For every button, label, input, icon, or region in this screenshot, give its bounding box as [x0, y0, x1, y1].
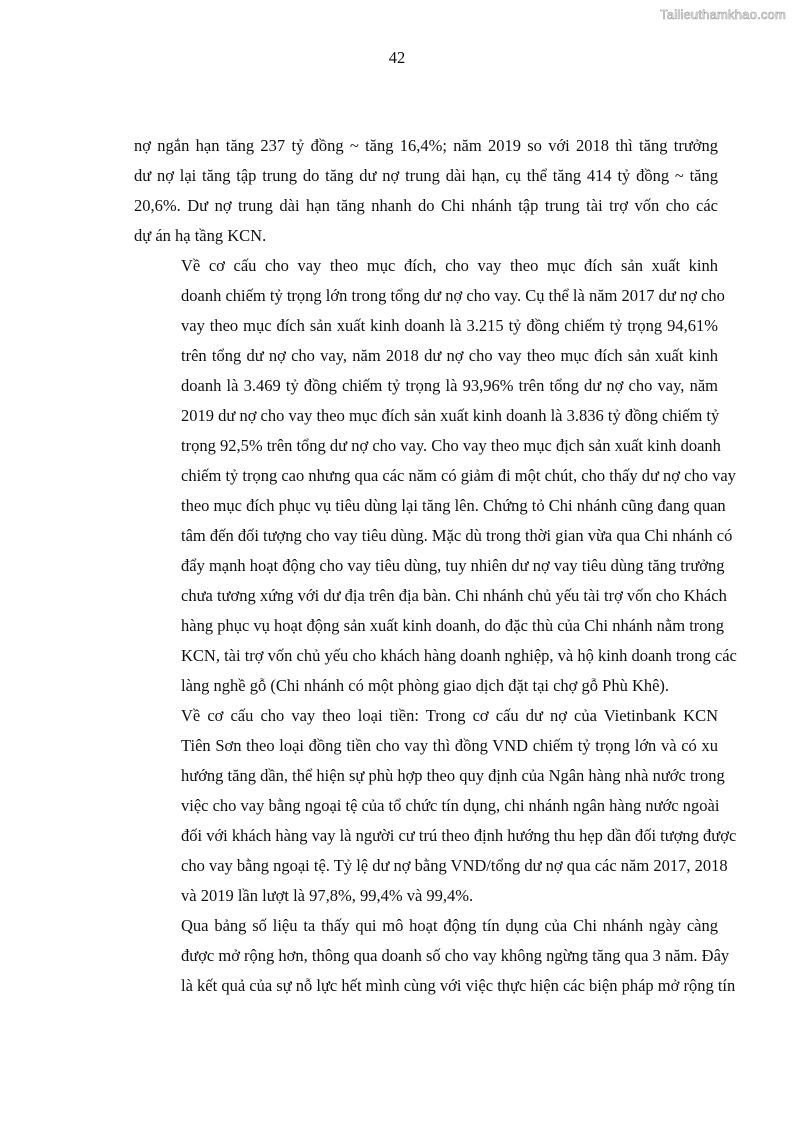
- text-line: chiếm tỷ trọng cao nhưng qua các năm có giảm đi một chút, cho thấy dư nợ cho vay: [181, 466, 736, 485]
- document-body: [134, 131, 737, 1001]
- text-line: Qua bảng số liệu ta thấy qui mô hoạt động tín dụng của Chi nhánh ngày càng: [181, 916, 718, 935]
- text-line: được mở rộng hơn, thông qua doanh số cho vay không ngừng tăng qua 3 năm. Đây: [181, 946, 730, 965]
- text-line: theo mục đích phục vụ tiêu dùng lại tăng lên. Chứng tỏ Chi nhánh cũng đang quan: [181, 496, 726, 515]
- paragraph: [134, 701, 737, 911]
- text-line: Về cơ cấu cho vay theo loại tiền: Trong cơ cấu dư nợ của Vietinbank KCN: [181, 706, 718, 725]
- text-line: doanh là 3.469 tỷ đồng chiếm tỷ trọng là 93,96% trên tổng dư nợ cho vay, năm: [181, 376, 718, 395]
- text-line: làng nghề gỗ (Chi nhánh có một phòng giao dịch đặt tại chợ gỗ Phù Khê).: [181, 676, 670, 695]
- text-line: KCN, tài trợ vốn chủ yếu cho khách hàng doanh nghiệp, và hộ kinh doanh trong các: [181, 646, 737, 665]
- text-line: 2019 dư nợ cho vay theo mục đích sản xuất kinh doanh là 3.836 tỷ đồng chiếm tỷ: [181, 406, 720, 425]
- text-line: việc cho vay bằng ngoại tệ của tổ chức tín dụng, chi nhánh ngân hàng nước ngoài: [181, 796, 720, 815]
- text-line: 20,6%. Dư nợ trung dài hạn tăng nhanh do Chi nhánh tập trung tài trợ vốn cho các: [134, 196, 718, 215]
- text-line: doanh chiếm tỷ trọng lớn trong tổng dư nợ cho vay. Cụ thể là năm 2017 dư nợ cho: [181, 286, 725, 305]
- text-line: hàng phục vụ hoạt động sản xuất kinh doanh, do đặc thù của Chi nhánh nằm trong: [181, 616, 725, 635]
- text-line: hướng tăng dần, thể hiện sự phù hợp theo quy định của Ngân hàng nhà nước trong: [181, 766, 725, 785]
- text-line: Về cơ cấu cho vay theo mục đích, cho vay theo mục đích sản xuất kinh: [181, 256, 718, 275]
- page-number: 42: [388, 48, 406, 67]
- text-line: đẩy mạnh hoạt động cho vay tiêu dùng, tuy nhiên dư nợ vay tiêu dùng tăng trưởng: [181, 556, 725, 575]
- paragraph: [134, 251, 737, 701]
- text-line: nợ ngắn hạn tăng 237 tỷ đồng ~ tăng 16,4%; năm 2019 so với 2018 thì tăng trưởng: [134, 136, 718, 155]
- text-line: vay theo mục đích sản xuất kinh doanh là 3.215 tỷ đồng chiếm tỷ trọng 94,61%: [181, 316, 718, 335]
- text-line: Tiên Sơn theo loại đồng tiền cho vay thì đồng VND chiếm tỷ trọng lớn và có xu: [181, 736, 718, 755]
- text-line: chưa tương xứng với dư địa trên địa bàn. Chi nhánh chủ yếu tài trợ vốn cho Khách: [181, 586, 727, 605]
- text-line: trên tổng dư nợ cho vay, năm 2018 dư nợ cho vay theo mục đích sản xuất kinh: [181, 346, 718, 365]
- text-line: là kết quả của sự nỗ lực hết mình cùng với việc thực hiện các biện pháp mở rộng tín: [181, 976, 736, 995]
- text-line: dự án hạ tầng KCN.: [134, 226, 267, 245]
- text-line: và 2019 lần lượt là 97,8%, 99,4% và 99,4%.: [181, 886, 474, 905]
- watermark: Tailieuthamkhao.com: [660, 7, 786, 22]
- paragraph: [134, 911, 736, 1001]
- paragraph: [134, 131, 718, 251]
- text-line: cho vay bằng ngoại tệ. Tỷ lệ dư nợ bằng VND/tổng dư nợ qua các năm 2017, 2018: [181, 856, 728, 875]
- text-line: dư nợ lại tăng tập trung do tăng dư nợ trung dài hạn, cụ thể tăng 414 tỷ đồng ~ tăng: [134, 166, 718, 185]
- text-line: trọng 92,5% trên tổng dư nợ cho vay. Cho vay theo mục địch sản xuất kinh doanh: [181, 436, 721, 455]
- text-line: tâm đến đối tượng cho vay tiêu dùng. Mặc dù trong thời gian vừa qua Chi nhánh có: [181, 526, 733, 545]
- text-line: đối với khách hàng vay là người cư trú theo định hướng thu hẹp dần đối tượng được: [181, 826, 737, 845]
